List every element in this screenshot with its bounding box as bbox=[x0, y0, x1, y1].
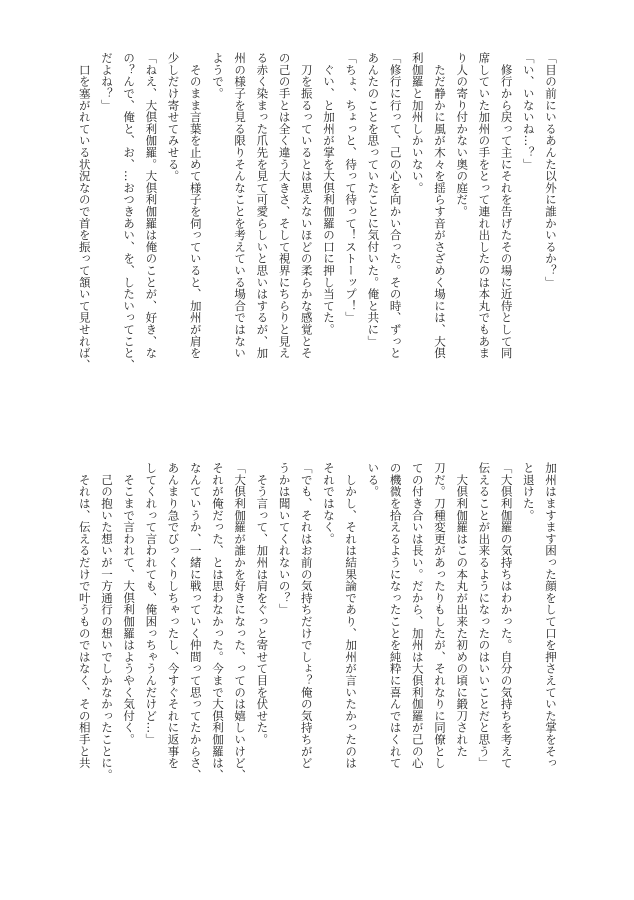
text-line: 「修行に行って、己の心を向かい合った。その時、ずっと bbox=[388, 52, 403, 359]
text-line: しかし、それは結果論であり、加州が言いたかったのは bbox=[344, 462, 359, 769]
text-line: の機微を拾えるようになったことを純粋に喜んではくれて bbox=[388, 462, 403, 769]
text-line: それが俺だった、とは思わなかった。今まで大倶利伽羅は、 bbox=[210, 462, 225, 781]
text-line: そう言って、加州は肩をぐっと寄せて目を伏せた。 bbox=[255, 462, 270, 746]
text-line: 刀を振るっているとは思えないほどの柔らかな感覚とそ bbox=[299, 52, 314, 359]
text-line: の？んで、俺と、お、…おつきあい、を、したいってこと、 bbox=[122, 52, 137, 371]
text-line: 州の様子を見る限りそんなことを考えている場合ではない bbox=[233, 52, 248, 359]
text-line: 「ちょ、ちょっと、待って待って！ストーップ！」 bbox=[344, 52, 359, 324]
text-line: の己の手とは全く違う大きさ、そして視界にちらりと見え bbox=[277, 52, 292, 359]
text-line: あんまり急でびっくりしちゃったし、今すぐそれに返事を bbox=[166, 462, 181, 769]
text-line: 「大倶利伽羅が誰かを好きになった、ってのは嬉しいけど、 bbox=[233, 462, 248, 781]
text-line: 少しだけ寄せてみせる。 bbox=[166, 52, 181, 182]
text-line: してくれって言われても、俺困っちゃうんだけど…」 bbox=[144, 462, 159, 746]
text-line: なんていうか、一緒に戦っていく仲間って思ってたからさ、 bbox=[188, 462, 203, 781]
text-line: 口を塞がれている状況なので首を振って頷いて見せれば、 bbox=[77, 52, 92, 371]
text-line: 大倶利伽羅はこの本丸が出来た初めの頃に鍛刀された bbox=[455, 462, 470, 757]
text-line: 「でも、それはお前の気持ちだけでしょ？俺の気持ちがど bbox=[299, 462, 314, 769]
text-line: と退けた。 bbox=[521, 462, 536, 521]
text-line: ての付き合いは長い。だから、加州は大倶利伽羅が己の心 bbox=[410, 462, 425, 769]
text-line: 「大倶利伽羅の気持ちはわかった。自分の気持ちを考えて bbox=[499, 462, 514, 769]
text-line: 伝えることが出来るようになったのはいいことだと思う」 bbox=[477, 462, 492, 769]
text-line: いる。 bbox=[366, 462, 381, 498]
text-line: 「ねえ、大倶利伽羅。大倶利伽羅は俺のことが、好き、な bbox=[144, 52, 159, 359]
text-line: 「い、いないね…？」 bbox=[521, 52, 536, 170]
lower-text-block bbox=[77, 462, 562, 834]
text-line: 席していた加州の手をとって連れ出したのは本丸でもあま bbox=[477, 52, 492, 359]
text-line: あんたのことを思っていたことに気付いた。俺と共に」 bbox=[366, 52, 381, 347]
text-line: 「目の前にいるあんた以外に誰かいるか？」 bbox=[544, 52, 558, 288]
text-line: り人の寄り付かない奥の庭だ。 bbox=[455, 52, 470, 218]
text-line: ぐい、と加州が掌を大倶利伽羅の口に押し当てた。 bbox=[321, 52, 336, 336]
text-line: ただ静かに風が木々を揺らす音がさざめく場には、大倶 bbox=[432, 52, 447, 359]
text-line: 刀だ。刀種変更があったりもしたが、それなりに同僚とし bbox=[432, 462, 447, 769]
text-line: そこまで言われて、大倶利伽羅はようやく気付く。 bbox=[122, 462, 137, 746]
upper-text-block bbox=[77, 52, 562, 424]
text-line: 加州はますます困った顔をして口を押さえていた掌をそっ bbox=[544, 462, 558, 769]
text-line: ようで。 bbox=[210, 52, 225, 100]
text-line: 利伽羅と加州しかいない。 bbox=[410, 52, 425, 194]
text-line: 修行から戻って主にそれを告げたその場に近侍として同 bbox=[499, 52, 514, 359]
text-line: それではなく。 bbox=[321, 462, 336, 545]
text-line: それは、伝えるだけで叶うものではなく、その相手と共 bbox=[77, 462, 92, 769]
text-line: る赤く染まった爪先を見て可愛らしいと思いはするが、加 bbox=[255, 52, 270, 359]
text-line: そのまま言葉を止めて様子を伺っていると、加州が肩を bbox=[188, 52, 203, 359]
text-line: 己の抱いた想いが一方通行の想いでしかなかったことに。 bbox=[99, 462, 114, 781]
text-line: うかは聞いてくれないの？」 bbox=[277, 462, 292, 616]
text-line: だよね？」 bbox=[99, 52, 114, 111]
